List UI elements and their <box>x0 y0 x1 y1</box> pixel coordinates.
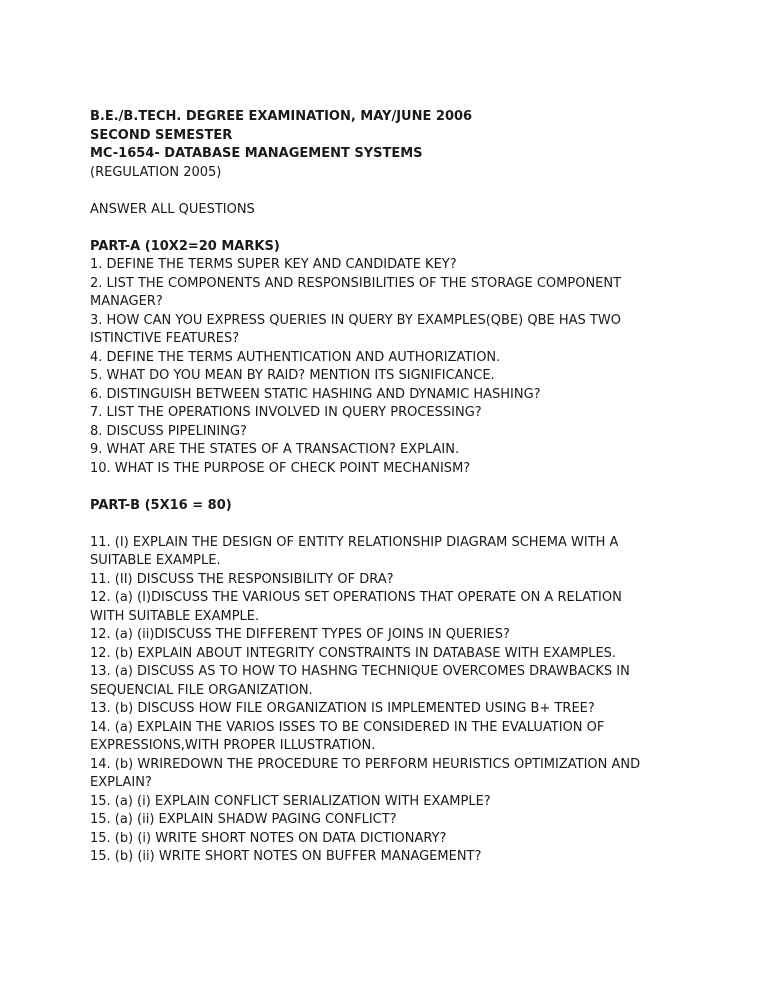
part-a-questions <box>90 256 690 478</box>
question-line: 15. (a) (i) EXPLAIN CONFLICT SERIALIZATION WITH EXAMPLE? <box>90 793 491 809</box>
question-line: 1. DEFINE THE TERMS SUPER KEY AND CANDIDATE KEY? <box>90 257 457 272</box>
question-line: 7. LIST THE OPERATIONS INVOLVED IN QUERY PROCESSING? <box>90 405 482 420</box>
question-line: 5. WHAT DO YOU MEAN BY RAID? MENTION ITS SIGNIFICANCE. <box>90 368 495 383</box>
part-b-heading: PART-B (5X16 = 80) <box>90 497 232 513</box>
question-line: ISTINCTIVE FEATURES? <box>90 331 240 346</box>
question-line: SUITABLE EXAMPLE. <box>90 553 221 568</box>
question-line: 14. (b) WRIREDOWN THE PROCEDURE TO PERFORM HEURISTICS OPTIMIZATION AND <box>90 756 641 772</box>
question-line: 15. (a) (ii) EXPLAIN SHADW PAGING CONFLICT? <box>90 812 397 827</box>
part-a-heading: PART-A (10X2=20 MARKS) <box>90 238 280 254</box>
exam-title: B.E./B.TECH. DEGREE EXAMINATION, MAY/JUNE 2006 <box>90 109 473 124</box>
question-line: 15. (b) (ii) WRITE SHORT NOTES ON BUFFER MANAGEMENT? <box>90 849 482 864</box>
question-line: 15. (b) (i) WRITE SHORT NOTES ON DATA DICTIONARY? <box>90 830 447 846</box>
question-line: 11. (I) EXPLAIN THE DESIGN OF ENTITY RELATIONSHIP DIAGRAM SCHEMA WITH A <box>90 534 619 550</box>
question-line: EXPRESSIONS,WITH PROPER ILLUSTRATION. <box>90 738 376 753</box>
question-line: 9. WHAT ARE THE STATES OF A TRANSACTION? EXPLAIN. <box>90 442 460 457</box>
question-line: 2. LIST THE COMPONENTS AND RESPONSIBILITIES OF THE STORAGE COMPONENT <box>90 275 622 291</box>
regulation-label: (REGULATION 2005) <box>90 164 222 180</box>
question-line: 3. HOW CAN YOU EXPRESS QUERIES IN QUERY BY EXAMPLES(QBE) QBE HAS TWO <box>90 312 621 328</box>
question-line: 12. (a) (I)DISCUSS THE VARIOUS SET OPERATIONS THAT OPERATE ON A RELATION <box>90 590 622 605</box>
spacer <box>90 182 690 201</box>
question-line: 12. (b) EXPLAIN ABOUT INTEGRITY CONSTRAINTS IN DATABASE WITH EXAMPLES. <box>90 645 617 661</box>
question-line: 13. (a) DISCUSS AS TO HOW TO HASHNG TECHNIQUE OVERCOMES DRAWBACKS IN <box>90 664 630 679</box>
question-line: 11. (II) DISCUSS THE RESPONSIBILITY OF DRA? <box>90 571 394 587</box>
question-line: 4. DEFINE THE TERMS AUTHENTICATION AND AUTHORIZATION. <box>90 349 501 365</box>
spacer <box>90 478 690 497</box>
question-line: SEQUENCIAL FILE ORGANIZATION. <box>90 682 313 698</box>
document-page <box>90 108 690 867</box>
question-line: 13. (b) DISCUSS HOW FILE ORGANIZATION IS IMPLEMENTED USING B+ TREE? <box>90 701 595 716</box>
question-line: 12. (a) (ii)DISCUSS THE DIFFERENT TYPES OF JOINS IN QUERIES? <box>90 627 510 642</box>
semester-label: SECOND SEMESTER <box>90 127 233 143</box>
part-b-questions <box>90 534 690 867</box>
question-line: MANAGER? <box>90 294 163 309</box>
question-line: 6. DISTINGUISH BETWEEN STATIC HASHING AND DYNAMIC HASHING? <box>90 386 541 402</box>
question-line: 8. DISCUSS PIPELINING? <box>90 423 247 439</box>
question-line: 14. (a) EXPLAIN THE VARIOS ISSES TO BE CONSIDERED IN THE EVALUATION OF <box>90 719 605 735</box>
instruction-text: ANSWER ALL QUESTIONS <box>90 201 255 217</box>
course-title: MC-1654- DATABASE MANAGEMENT SYSTEMS <box>90 146 423 161</box>
spacer <box>90 219 690 238</box>
spacer <box>90 515 690 534</box>
question-line: WITH SUITABLE EXAMPLE. <box>90 608 260 624</box>
question-line: EXPLAIN? <box>90 775 152 790</box>
question-line: 10. WHAT IS THE PURPOSE OF CHECK POINT MECHANISM? <box>90 460 471 476</box>
